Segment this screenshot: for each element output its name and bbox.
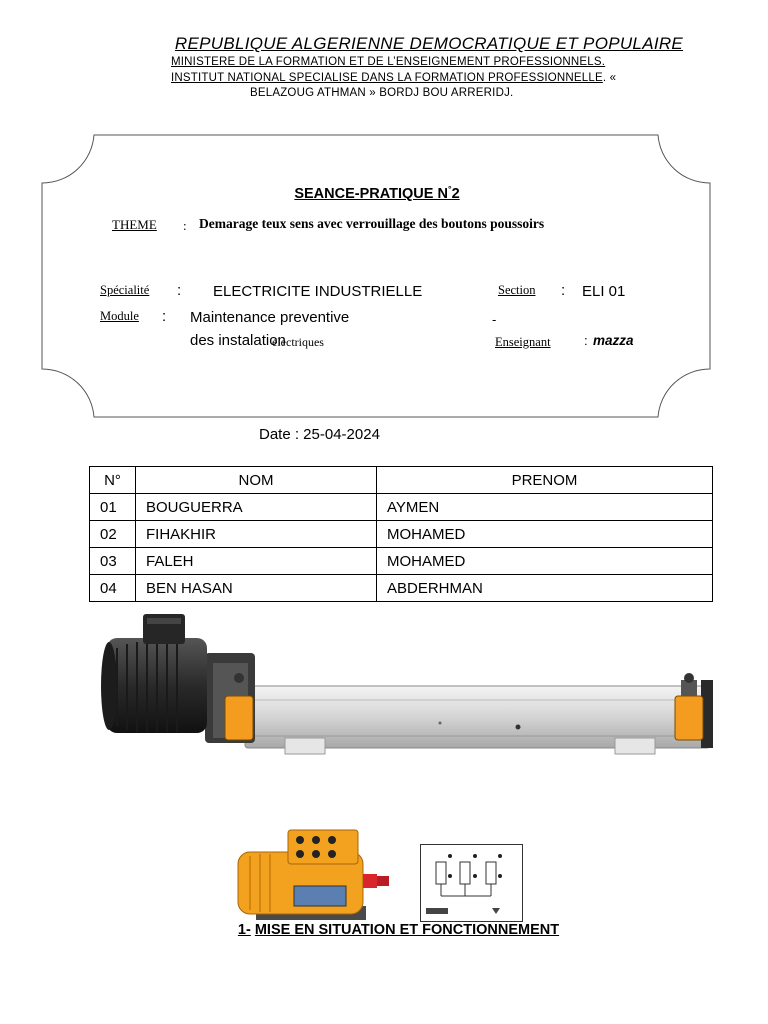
- cell-nom: BEN HASAN: [136, 575, 377, 602]
- col-header-nom: NOM: [136, 467, 377, 494]
- module-value-line2: des instalation: [190, 332, 286, 349]
- section-colon: :: [561, 282, 566, 299]
- cell-prenom: AYMEN: [377, 494, 713, 521]
- date-line: Date : 25-04-2024: [259, 426, 380, 443]
- republic-title: REPUBLIQUE ALGERIENNE DEMOCRATIQUE ET POPULAIRE: [174, 34, 684, 53]
- enseignant-colon: :: [584, 333, 588, 348]
- dash-mark: -: [492, 312, 497, 327]
- theme-label: THEME: [112, 217, 157, 232]
- specialite-colon: :: [177, 282, 182, 299]
- table-row: [90, 548, 713, 575]
- module-colon: :: [162, 308, 167, 325]
- institute-name: INSTITUT NATIONAL SPECIALISE DANS LA FORMATION PROFESSIONNELLE: [171, 72, 603, 84]
- module-value-overlap: électriques: [272, 335, 324, 349]
- specialite-label: Spécialité: [100, 283, 150, 297]
- cell-prenom: ABDERHMAN: [377, 575, 713, 602]
- table-header-row: [90, 467, 713, 494]
- section-value: ELI 01: [582, 283, 626, 300]
- specialite-value: ELECTRICITE INDUSTRIELLE: [213, 283, 423, 300]
- title-card-frame: [40, 133, 712, 419]
- institute-line: [171, 72, 616, 84]
- students-table: [89, 466, 713, 602]
- motor-rail-image: [95, 608, 720, 768]
- cell-number: 01: [90, 494, 136, 521]
- cell-nom: BOUGUERRA: [136, 494, 377, 521]
- cell-prenom: MOHAMED: [377, 548, 713, 575]
- cell-number: 02: [90, 521, 136, 548]
- section-heading: 1- MISE EN SITUATION ET FONCTIONNEMENT: [237, 922, 560, 938]
- cell-prenom: MOHAMED: [377, 521, 713, 548]
- table-row: [90, 575, 713, 602]
- cell-nom: FALEH: [136, 548, 377, 575]
- enseignant-value: mazza: [593, 333, 634, 348]
- cell-number: 03: [90, 548, 136, 575]
- table-row: [90, 521, 713, 548]
- theme-value: Demarage teux sens avec verrouillage des boutons poussoirs: [199, 216, 545, 231]
- enseignant-label: Enseignant: [495, 335, 551, 349]
- institute-location: BELAZOUG ATHMAN » BORDJ BOU ARRERIDJ.: [250, 87, 514, 99]
- module-value-line1: Maintenance preventive: [190, 309, 350, 326]
- col-header-number: N°: [90, 467, 136, 494]
- orange-motor-image: [236, 826, 394, 924]
- col-header-prenom: PRENOM: [377, 467, 713, 494]
- theme-colon: :: [183, 218, 187, 233]
- cell-number: 04: [90, 575, 136, 602]
- module-label: Module: [100, 309, 139, 323]
- seance-title: SEANCE-PRATIQUE N°2: [294, 184, 460, 202]
- ministry-line: MINISTERE DE LA FORMATION ET DE L’ENSEIGNEMENT PROFESSIONNELS.: [171, 56, 606, 68]
- section-label: Section: [498, 283, 536, 297]
- institute-tail: . «: [602, 72, 617, 84]
- terminal-diagram-image: [420, 844, 523, 922]
- table-row: [90, 494, 713, 521]
- cell-nom: FIHAKHIR: [136, 521, 377, 548]
